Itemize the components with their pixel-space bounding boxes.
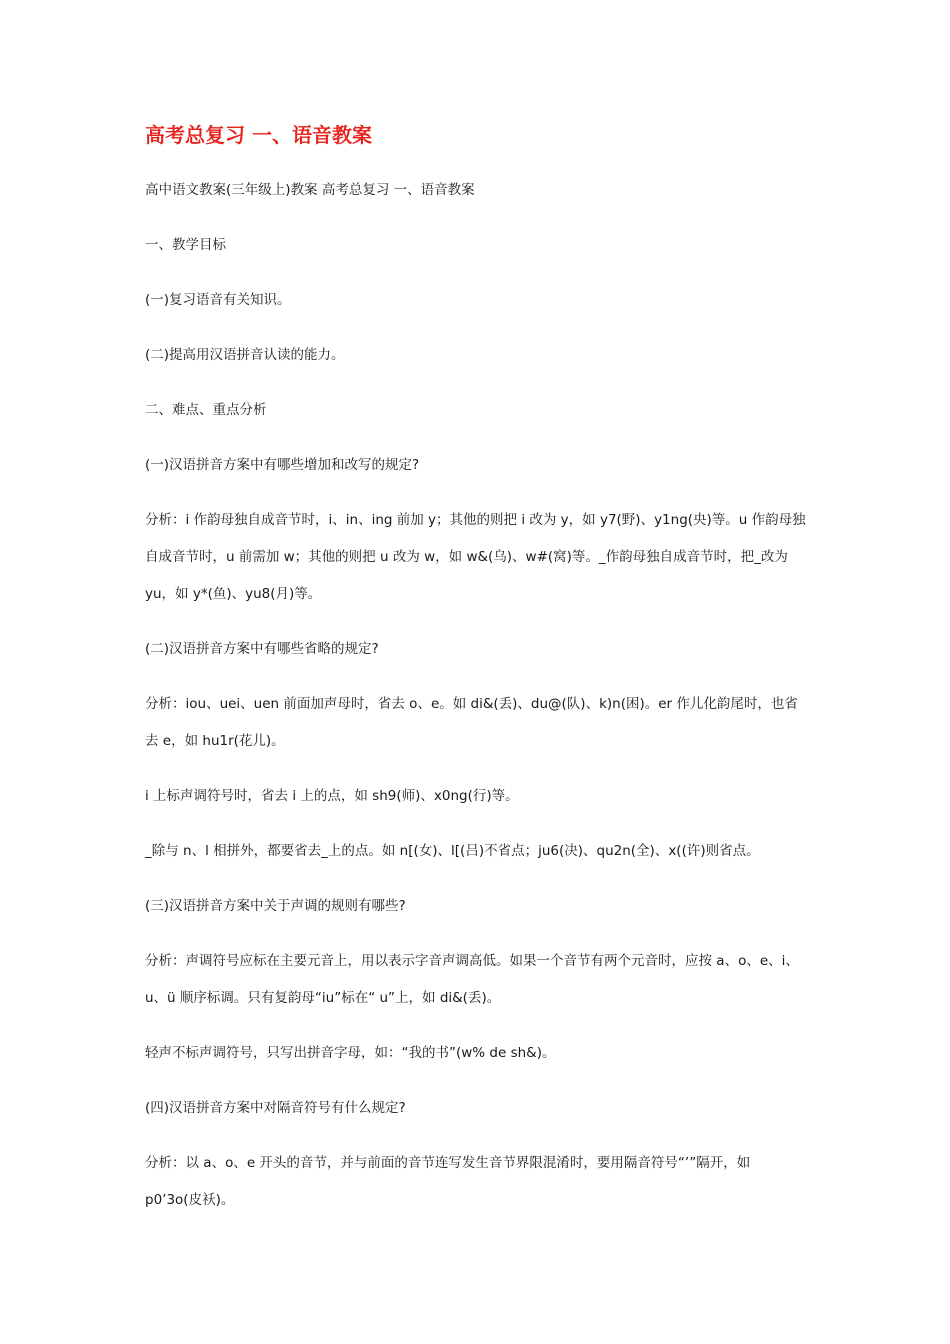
paragraph-rule-u-dot: _除与 n、l 相拼外，都要省去_上的点。如 n[(女)、l[(吕)不省点；ju6(决)、qu2n(全)、x((许)则省点。 (145, 843, 760, 859)
paragraph-analysis-3: 分析：声调符号应标在主要元音上，用以表示字音声调高低。如果一个音节有两个元音时，应按 a、o、e、i、u、ü 顺序标调。只有复韵母“iu”标在“ u”上，如 di&(丢)。 (145, 953, 799, 1006)
paragraph-section-1: 一、教学目标 (145, 237, 226, 253)
paragraph-section-2: 二、难点、重点分析 (145, 402, 267, 418)
paragraph-subtitle: 高中语文教案(三年级上)教案 高考总复习 一、语音教案 (145, 182, 475, 198)
paragraph-neutral-tone: 轻声不标声调符号，只写出拼音字母，如：“我的书”(w% de sh&)。 (145, 1045, 556, 1061)
paragraph-analysis-2: 分析：iou、uei、uen 前面加声母时，省去 o、e。如 di&(丢)、du@(队)、k)n(困)。er 作儿化韵尾时，也省去 e，如 hu1r(花儿)。 (145, 696, 798, 749)
paragraph-analysis-1: 分析：i 作韵母独自成音节时，i、in、ing 前加 y；其他的则把 i 改为 y，如 y7(野)、y1ng(央)等。u 作韵母独自成音节时，u 前需加 w；其他的则把 u 改为 w，如 w&(乌)、w#(窝)等。_作韵母独自成音节时，把_改为 yu，如 y*(鱼)、yu8(月)等。 (145, 512, 806, 602)
paragraph-question-1: (一)汉语拼音方案中有哪些增加和改写的规定? (145, 457, 420, 473)
paragraph-analysis-4: 分析：以 a、o、e 开头的音节，并与前面的音节连写发生音节界限混淆时，要用隔音符号“’”隔开，如 p0’3o(皮袄)。 (145, 1155, 751, 1208)
document-title: 高考总复习 一、语音教案 (145, 123, 372, 147)
paragraph-goal-1: (一)复习语音有关知识。 (145, 292, 291, 308)
document-body (145, 120, 810, 1237)
paragraph-question-2: (二)汉语拼音方案中有哪些省略的规定? (145, 641, 379, 657)
paragraph-question-3: (三)汉语拼音方案中关于声调的规则有哪些? (145, 898, 406, 914)
paragraph-goal-2: (二)提高用汉语拼音认读的能力。 (145, 347, 345, 363)
paragraph-question-4: (四)汉语拼音方案中对隔音符号有什么规定? (145, 1100, 406, 1116)
paragraph-rule-i-dot: i 上标声调符号时，省去 i 上的点，如 sh9(师)、x0ng(行)等。 (145, 788, 519, 804)
